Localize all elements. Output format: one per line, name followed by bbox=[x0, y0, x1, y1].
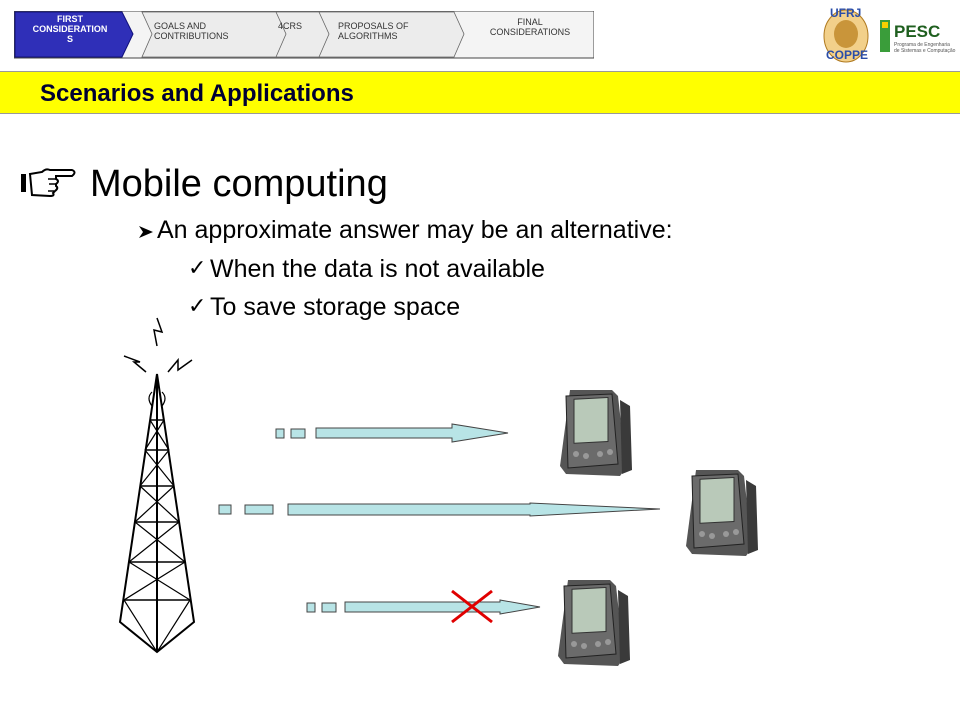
section-title: Scenarios and Applications bbox=[40, 80, 354, 107]
checkmark-icon: ✓ bbox=[188, 256, 207, 281]
ufrj-logo-text: UFRJ bbox=[830, 6, 862, 20]
transmission-arrow-1 bbox=[276, 424, 508, 442]
nav-tab-4crs[interactable]: 4CRS bbox=[278, 21, 303, 31]
coppe-logo-text: COPPE bbox=[826, 48, 869, 62]
mobile-network-diagram bbox=[0, 300, 960, 720]
nav-tab-final-considerations[interactable]: FINAL CONSIDERATIONS bbox=[489, 17, 571, 37]
pda-device-icon bbox=[686, 470, 758, 556]
nav-tab-first-considerations[interactable]: FIRST CONSIDERATION S bbox=[32, 14, 108, 44]
sub-bullet-text: An approximate answer may be an alternative: bbox=[157, 216, 673, 244]
checkmark-icon: ✓ bbox=[188, 294, 207, 319]
nav-tab-goals-contributions[interactable]: GOALS AND CONTRIBUTIONS bbox=[154, 21, 229, 41]
nav-tab-proposals-algorithms[interactable]: PROPOSALS OF ALGORITHMS bbox=[338, 21, 409, 41]
pda-device-icon bbox=[558, 580, 630, 666]
pda-device-icon bbox=[560, 390, 632, 476]
section-navigation bbox=[14, 11, 594, 59]
antenna-tower-icon bbox=[120, 318, 194, 652]
institution-logos bbox=[818, 6, 958, 66]
check-item-2: To save storage space bbox=[210, 293, 461, 321]
transmission-arrow-3 bbox=[307, 600, 540, 614]
section-banner bbox=[0, 71, 960, 114]
transmission-arrow-2 bbox=[219, 503, 660, 516]
slide-heading: Mobile computing bbox=[90, 163, 388, 205]
pointing-hand-icon bbox=[20, 166, 78, 198]
check-item-1: When the data is not available bbox=[210, 255, 545, 283]
pesc-logo-text: PESC bbox=[894, 22, 941, 41]
arrow-bullet-icon bbox=[138, 224, 154, 240]
pesc-subtitle: Programa de Engenharia de Sistemas e Computação bbox=[894, 42, 956, 54]
